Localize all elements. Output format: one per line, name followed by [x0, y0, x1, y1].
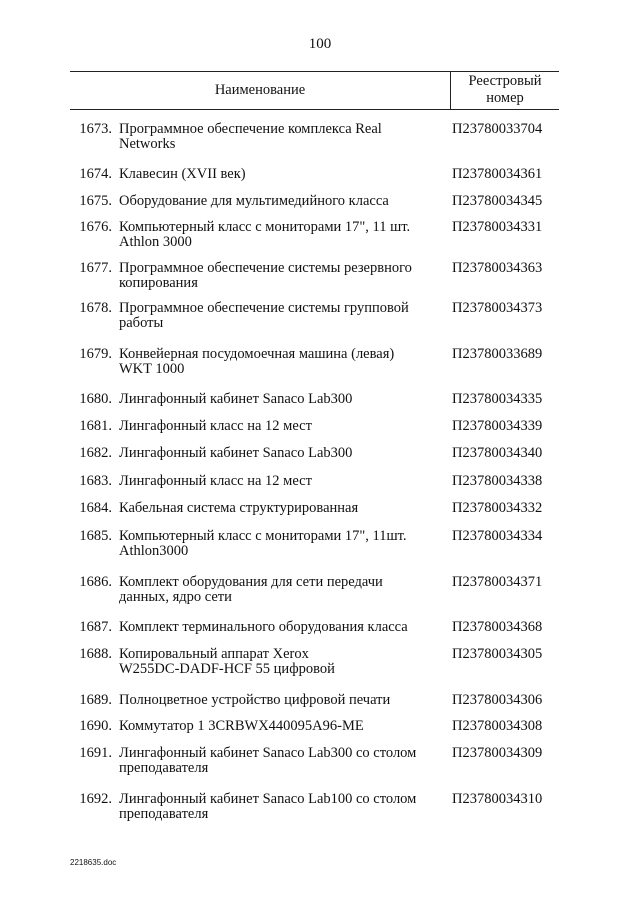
- row-name-line: Программное обеспечение комплекса Real: [119, 121, 382, 137]
- row-registry-number: П23780034334: [452, 528, 543, 544]
- row-name-line: данных, ядро сети: [119, 589, 232, 605]
- row-number: 1674.: [79, 166, 112, 182]
- row-name: [119, 693, 439, 708]
- row-number: 1690.: [79, 718, 112, 734]
- footer-filename: 2218635.doc: [70, 858, 117, 867]
- row-number: 1677.: [79, 260, 112, 276]
- row-number: 1688.: [79, 646, 112, 662]
- row-registry-number: П23780034340: [452, 445, 543, 461]
- row-number: 1681.: [79, 418, 112, 434]
- row-name-line: Полноцветное устройство цифровой печати: [119, 692, 391, 708]
- row-name: [119, 501, 439, 516]
- header-top-rule: [70, 71, 559, 72]
- row-name-line: преподавателя: [119, 806, 209, 822]
- row-name-line: Кабельная система структурированная: [119, 500, 359, 516]
- row-name-line: Лингафонный кабинет Sanaco Lab100 со столом: [119, 791, 417, 807]
- row-registry-number: П23780034306: [452, 692, 543, 708]
- row-name-line: Компьютерный класс с мониторами 17", 11 шт.: [119, 219, 411, 235]
- row-name: [119, 446, 439, 461]
- row-number: 1685.: [79, 528, 112, 544]
- row-registry-number: П23780033704: [452, 121, 543, 137]
- row-number: 1679.: [79, 346, 112, 362]
- row-name-line: Athlon3000: [119, 543, 189, 559]
- row-name-line: Лингафонный кабинет Sanaco Lab300: [119, 445, 353, 461]
- row-name-line: Копировальный аппарат Xerox: [119, 646, 309, 662]
- row-number: 1673.: [79, 121, 112, 137]
- row-registry-number: П23780034308: [452, 718, 543, 734]
- row-name-line: Комплект терминального оборудования класса: [119, 619, 408, 635]
- row-name-line: Оборудование для мультимедийного класса: [119, 193, 389, 209]
- row-name: [119, 167, 439, 182]
- page-number: 100: [308, 36, 332, 52]
- row-name: [119, 122, 439, 152]
- row-name-line: работы: [119, 315, 164, 331]
- table-header: [70, 71, 559, 111]
- row-number: 1676.: [79, 219, 112, 235]
- row-name-line: копирования: [119, 275, 198, 291]
- header-registry-number: [451, 73, 559, 107]
- header-registry-line1: Реестровый: [468, 73, 542, 89]
- row-registry-number: П23780034310: [452, 791, 543, 807]
- row-number: 1691.: [79, 745, 112, 761]
- row-registry-number: П23780034332: [452, 500, 543, 516]
- row-name-line: Компьютерный класс с мониторами 17", 11шт.: [119, 528, 407, 544]
- row-registry-number: П23780034338: [452, 473, 543, 489]
- row-name: [119, 620, 439, 635]
- row-name-line: Networks: [119, 136, 176, 152]
- row-number: 1686.: [79, 574, 112, 590]
- row-number: 1682.: [79, 445, 112, 461]
- row-name: [119, 261, 439, 291]
- row-name: [119, 719, 439, 734]
- row-registry-number: П23780034371: [452, 574, 543, 590]
- row-name: [119, 301, 439, 331]
- row-number: 1692.: [79, 791, 112, 807]
- row-name-line: Лингафонный кабинет Sanaco Lab300 со столом: [119, 745, 417, 761]
- row-number: 1684.: [79, 500, 112, 516]
- row-registry-number: П23780034335: [452, 391, 543, 407]
- row-name-line: Лингафонный класс на 12 мест: [119, 473, 312, 489]
- row-name-line: Программное обеспечение системы резервного: [119, 260, 412, 276]
- header-name: Наименование: [214, 82, 306, 98]
- row-registry-number: П23780034361: [452, 166, 543, 182]
- row-name-line: WKT 1000: [119, 361, 185, 377]
- row-number: 1675.: [79, 193, 112, 209]
- header-registry-line2: номер: [486, 90, 524, 106]
- row-name: [119, 647, 439, 677]
- row-name: [119, 419, 439, 434]
- row-name: [119, 347, 439, 377]
- row-registry-number: П23780033689: [452, 346, 543, 362]
- row-name-line: Конвейерная посудомоечная машина (левая): [119, 346, 395, 362]
- row-number: 1678.: [79, 300, 112, 316]
- row-name-line: Лингафонный класс на 12 мест: [119, 418, 312, 434]
- row-name: [119, 392, 439, 407]
- row-name-line: Коммутатор 1 3CRBWX440095A96-ME: [119, 718, 364, 734]
- row-name: [119, 474, 439, 489]
- row-name-line: Клавесин (XVII век): [119, 166, 246, 182]
- row-number: 1680.: [79, 391, 112, 407]
- row-registry-number: П23780034339: [452, 418, 543, 434]
- row-name-line: Athlon 3000: [119, 234, 192, 250]
- row-name-line: Комплект оборудования для сети передачи: [119, 574, 383, 590]
- row-name: [119, 194, 439, 209]
- row-name: [119, 575, 439, 605]
- row-name: [119, 220, 439, 250]
- row-registry-number: П23780034345: [452, 193, 543, 209]
- row-number: 1683.: [79, 473, 112, 489]
- header-bottom-rule: [70, 109, 559, 110]
- row-registry-number: П23780034373: [452, 300, 543, 316]
- row-registry-number: П23780034305: [452, 646, 543, 662]
- row-name-line: W255DC-DADF-HCF 55 цифровой: [119, 661, 335, 677]
- row-name: [119, 792, 439, 822]
- row-registry-number: П23780034368: [452, 619, 543, 635]
- row-name: [119, 746, 439, 776]
- row-registry-number: П23780034363: [452, 260, 543, 276]
- row-name: [119, 529, 439, 559]
- row-registry-number: П23780034309: [452, 745, 543, 761]
- row-name-line: преподавателя: [119, 760, 209, 776]
- row-number: 1687.: [79, 619, 112, 635]
- row-number: 1689.: [79, 692, 112, 708]
- row-name-line: Программное обеспечение системы групповой: [119, 300, 409, 316]
- row-registry-number: П23780034331: [452, 219, 543, 235]
- row-name-line: Лингафонный кабинет Sanaco Lab300: [119, 391, 353, 407]
